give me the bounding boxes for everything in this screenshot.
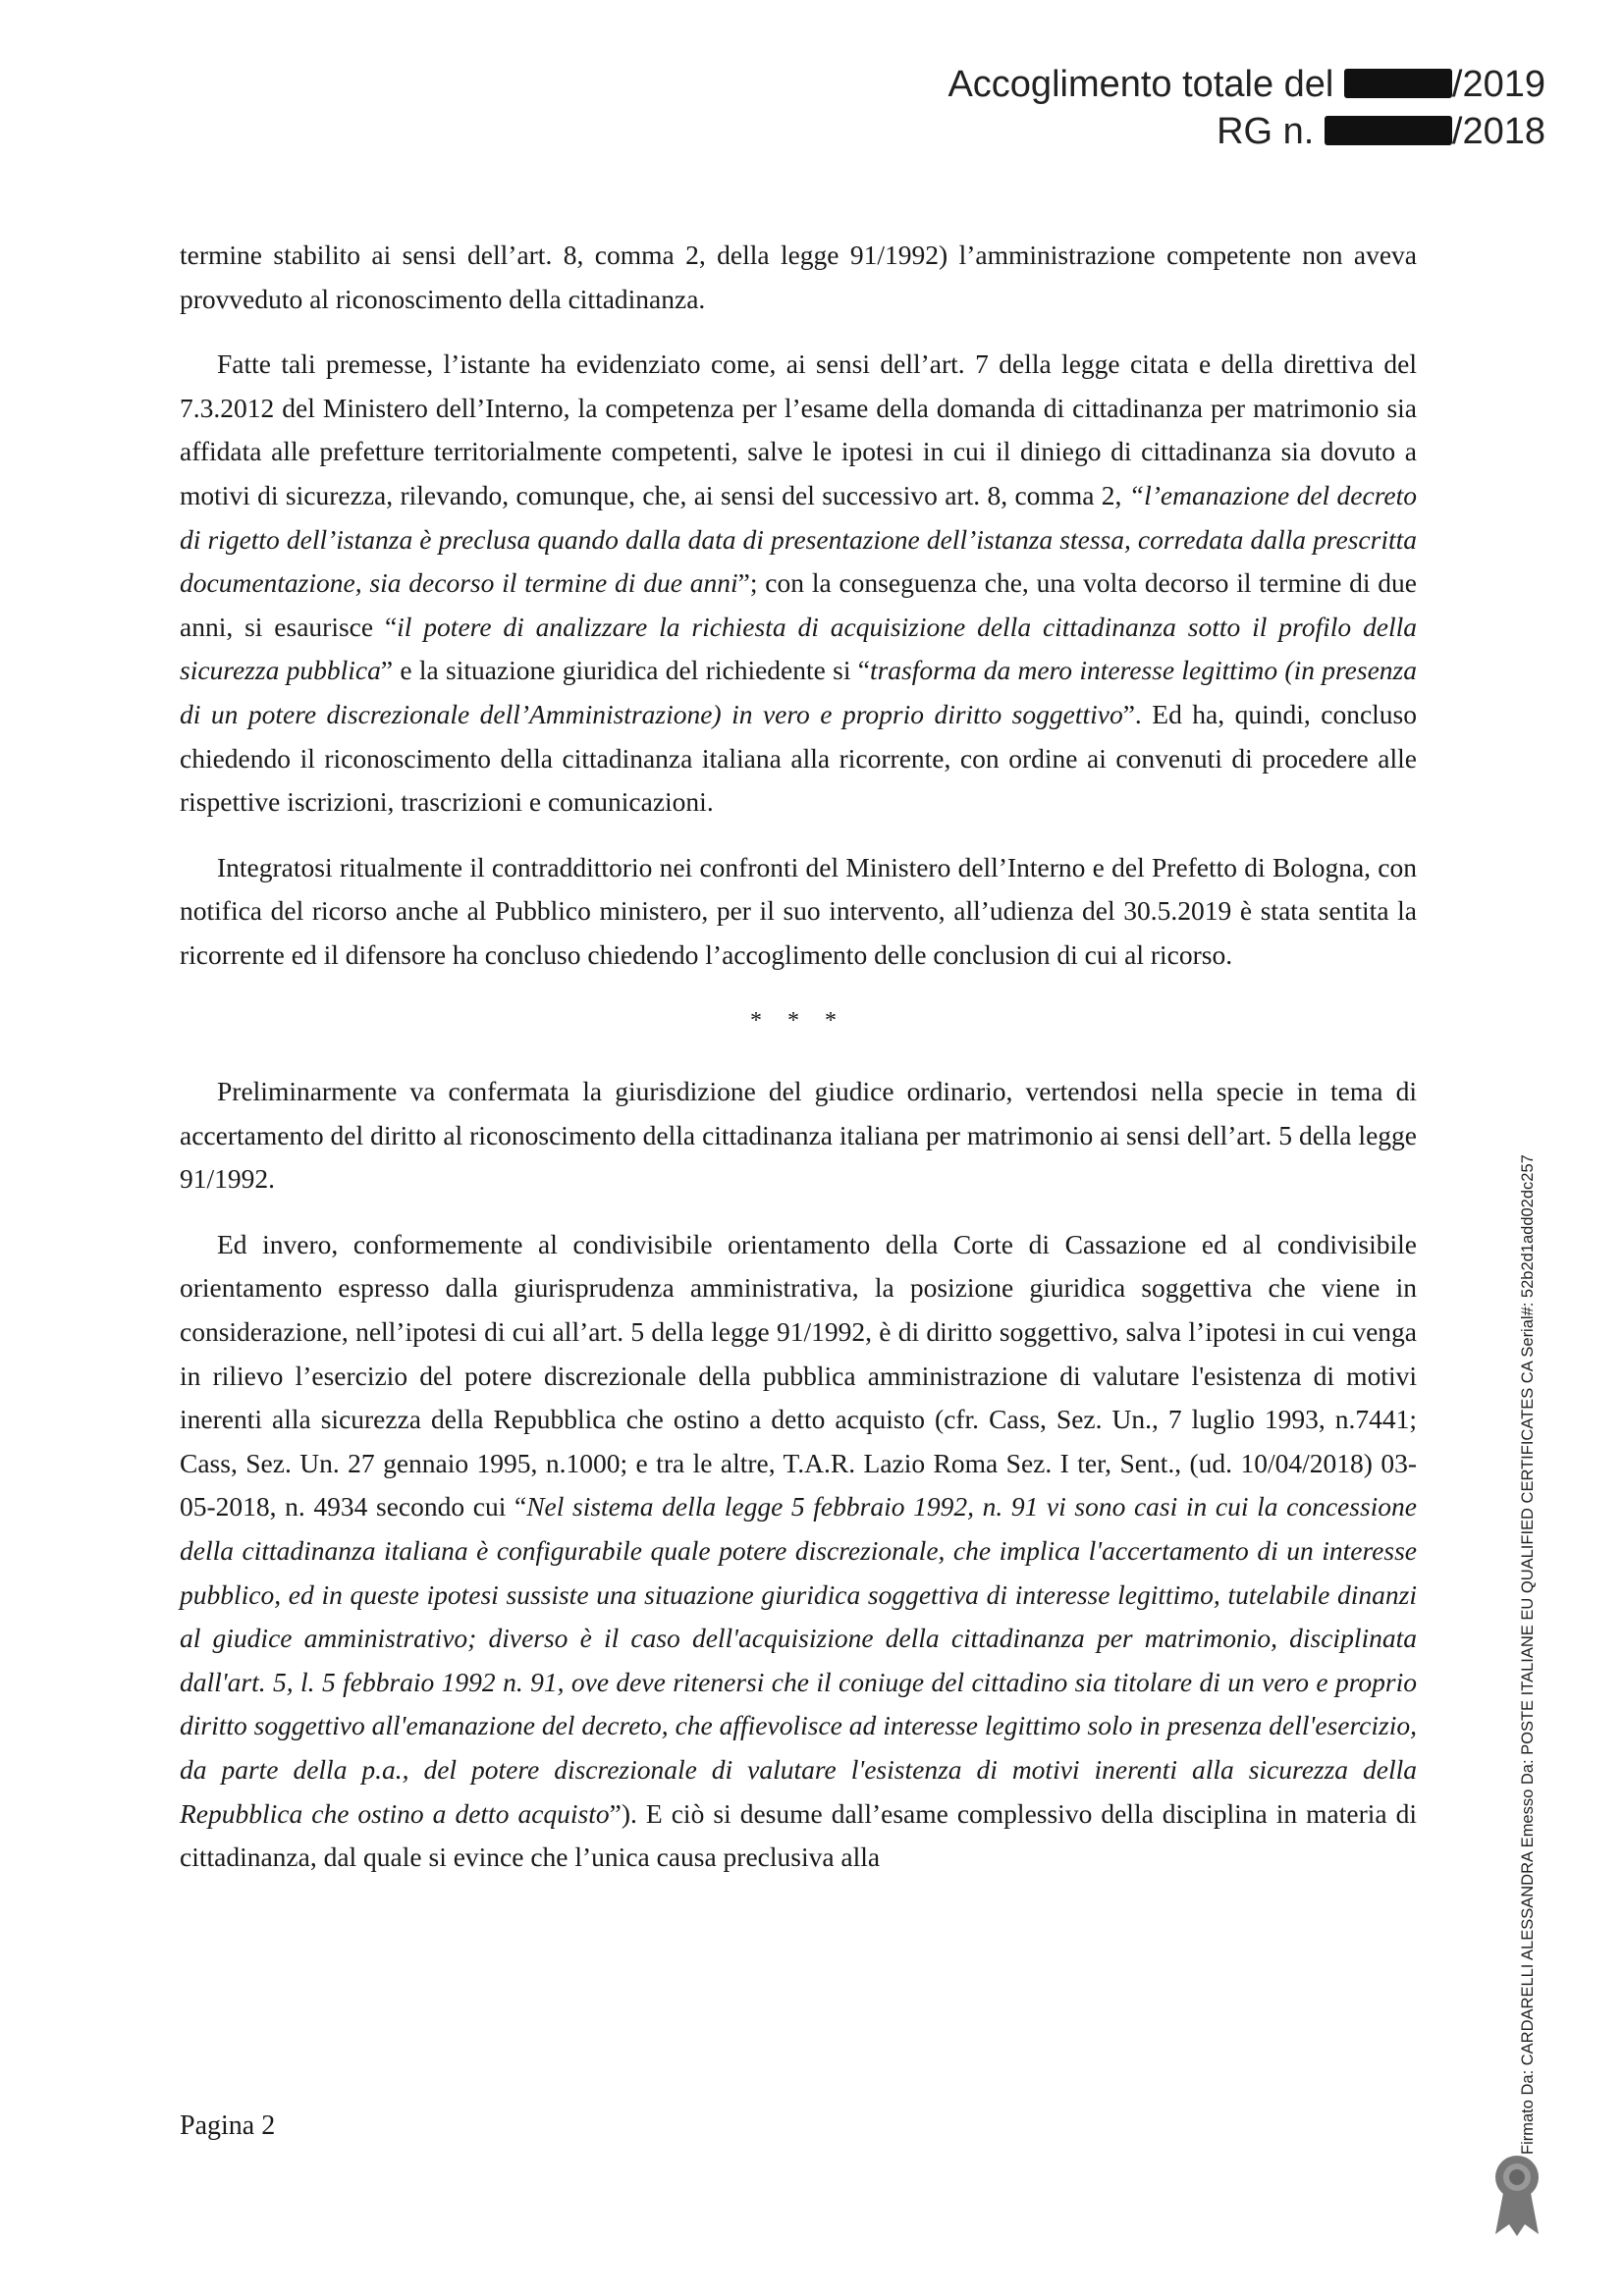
- document-header: [947, 61, 1545, 155]
- paragraph-2: [180, 343, 1417, 825]
- paragraph-2-text-d: ”. Ed ha, quindi, concluso chiedendo il riconoscimento della cittadinanza italiana alla ricorrente, con ordine ai convenuti di procedere alle rispettive iscrizioni, trascrizioni e comunicazioni.: [180, 698, 1417, 818]
- paragraph-1: termine stabilito ai sensi dell’art. 8, comma 2, della legge 91/1992) l’amministrazione competente non aveva provveduto al riconoscimento della cittadinanza.: [180, 240, 1417, 314]
- paragraph-5-quote: Nel sistema della legge 5 febbraio 1992, n. 91 vi sono casi in cui la concessione della cittadinanza italiana è configurabile quale potere discrezionale, che implica l'accertamento di un interesse pubblico, ed in queste ipotesi sussiste una situazione giuridica soggettiva di interesse legittimo, tutelabile dinanzi al giudice amministrativo; diverso è il caso dell'acquisizione della cittadinanza per matrimonio, disciplinata dall'art. 5, l. 5 febbraio 1992 n. 91, ove deve ritenersi che il coniuge del cittadino sia titolare di un vero e proprio diritto soggettivo all'emanazione del decreto, che affievolisce ad interesse legittimo solo in presenza dell'esercizio, da parte della p.a., del potere discrezionale di valutare l'esistenza di motivi inerenti alla sicurezza della Repubblica che ostino a detto acquisto: [180, 1491, 1417, 1829]
- paragraph-5-text-b: ”). E ciò si desume dall’esame complessivo della disciplina in materia di cittadinanza, dal quale si evince che l’unica causa preclusiva alla: [180, 1797, 1418, 1873]
- paragraph-2-quote-2: il potere di analizzare la richiesta di acquisizione della cittadinanza sotto il profilo della sicurezza pubblica: [180, 611, 1417, 686]
- paragraph-4: Preliminarmente va confermata la giurisdizione del giudice ordinario, vertendosi nella specie in tema di accertamento del diritto al riconoscimento della cittadinanza italiana per matrimonio ai sensi dell’art. 5 della legge 91/1992.: [180, 1076, 1417, 1195]
- header-line-1: [947, 61, 1545, 108]
- paragraph-5: [180, 1223, 1417, 1880]
- redaction-block: [1325, 116, 1452, 145]
- page-number: Pagina 2: [180, 2110, 276, 2141]
- seal-ribbon-icon: [1488, 2150, 1546, 2238]
- paragraph-2-quote-1: “l’emanazione del decreto di rigetto dell’istanza è preclusa quando dalla data di presentazione dell’istanza stessa, corredata dalla prescritta documentazione, sia decorso il termine di due anni: [180, 479, 1418, 599]
- paragraph-3: Integratosi ritualmente il contraddittorio nei confronti del Ministero dell’Interno e del Prefetto di Bologna, con notifica del ricorso anche al Pubblico ministero, per il suo intervento, all’udienza del 30.5.2019 è stata sentita la ricorrente ed il difensore ha concluso chiedendo l’accoglimento delle conclusion di cui al ricorso.: [180, 851, 1417, 970]
- header-rg-label: RG n.: [1217, 111, 1325, 152]
- redaction-block: [1344, 69, 1452, 98]
- paragraph-2-text-a: Fatte tali premesse, l’istante ha evidenziato come, ai sensi dell’art. 7 della legge citata e della direttiva del 7.3.2012 del Ministero dell’Interno, la competenza per l’esame della domanda di cittadinanza per matrimonio sia affidata alle prefetture territorialmente competenti, salve le ipotesi in cui il diniego di cittadinanza sia dovuto a motivi di sicurezza, rilevando, comunque, che, ai sensi del successivo art. 8, comma 2,: [180, 348, 1417, 510]
- paragraph-2-text-b: ”; con la conseguenza che, una volta decorso il termine di due anni, si esaurisce “: [180, 567, 1418, 642]
- header-year: /2019: [1451, 64, 1545, 105]
- header-decision-label: Accoglimento totale del: [947, 64, 1344, 105]
- paragraph-5-text-a: Ed invero, conformemente al condivisibile orientamento della Corte di Cassazione ed al condivisibile orientamento espresso dalla giurisprudenza amministrativa, la posizione giuridica soggettiva che viene in considerazione, nell’ipotesi di cui all’art. 5 della legge 91/1992, è di diritto soggettivo, salva l’ipotesi in cui venga in rilievo l’esercizio del potere discrezionale della pubblica amministrazione di valutare l'esistenza di motivi inerenti alla sicurezza della Repubblica che ostino a detto acquisto (cfr. Cass, Sez. Un., 7 luglio 1993, n.7441; Cass, Sez. Un. 27 gennaio 1995, n.1000; e tra le altre, T.A.R. Lazio Roma Sez. I ter, Sent., (ud. 10/04/2018) 03-05-2018, n. 4934 secondo cui “: [180, 1228, 1417, 1522]
- document-body: [180, 234, 1417, 1901]
- header-rg-year: /2018: [1451, 111, 1545, 152]
- section-separator: * * *: [750, 1007, 846, 1034]
- digital-signature-text: Firmato Da: CARDARELLI ALESSANDRA Emesso Da: POSTE ITALIANE EU QUALIFIED CERTIFICATES CA Serial#: 52b2d1add02dc257: [1519, 1154, 1537, 2155]
- paragraph-2-text-c: ” e la situazione giuridica del richiedente si “: [380, 655, 870, 686]
- paragraph-2-quote-3: trasforma da mero interesse legittimo (in presenza di un potere discrezionale dell’Amministrazione) in vero e proprio diritto soggettivo: [180, 655, 1417, 729]
- header-line-2: [947, 108, 1545, 155]
